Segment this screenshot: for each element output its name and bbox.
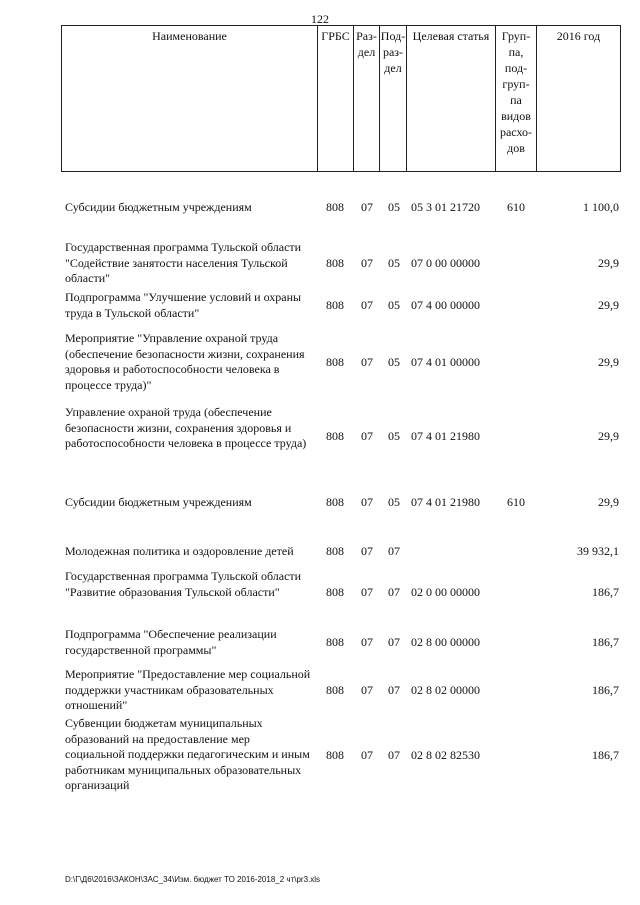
row-name: Субвенции бюджетам муниципальных образований на предоставление мер социальной поддержки педагогическим и иным работникам муниципальных образовательных организаций: [65, 716, 310, 792]
row-celevaya: 05 3 01 21720: [411, 200, 480, 214]
row-sum: 29,9: [598, 256, 619, 270]
row-razdel: 07: [361, 748, 373, 762]
row-grbs: 808: [326, 683, 344, 697]
row-grbs: 808: [326, 748, 344, 762]
row-razdel: 07: [361, 635, 373, 649]
header-gruppa: Груп- па, под- груп- па видов расхо- дов: [496, 26, 537, 171]
row-name: Подпрограмма "Улучшение условий и охраны труда в Тульской области": [65, 290, 302, 320]
row-podrazdel: 07: [388, 544, 400, 558]
row-name: Государственная программа Тульской области "Развитие образования Тульской области": [65, 569, 302, 599]
row-celevaya: 02 8 00 00000: [411, 635, 480, 649]
row-celevaya: 02 0 00 00000: [411, 585, 480, 599]
row-podrazdel: 05: [388, 355, 400, 369]
row-celevaya: 07 4 01 21980: [411, 495, 480, 509]
row-grbs: 808: [326, 635, 344, 649]
row-name: Мероприятие "Управление охраной труда (обеспечение безопасности жизни, сохранения здоровья и работоспособности человека в процессе труда)": [65, 331, 305, 392]
row-sum: 39 932,1: [577, 544, 619, 558]
row-name: Субсидии бюджетным учреждениям: [65, 200, 252, 214]
row-gruppa: 610: [507, 495, 525, 509]
row-podrazdel: 05: [388, 429, 400, 443]
row-razdel: 07: [361, 200, 373, 214]
row-sum: 186,7: [592, 635, 619, 649]
row-podrazdel: 05: [388, 200, 400, 214]
header-razdel: Раз- дел: [354, 26, 380, 171]
row-name: Государственная программа Тульской области "Содействие занятости населения Тульской области": [65, 240, 302, 285]
row-name: Молодежная политика и оздоровление детей: [65, 544, 294, 558]
row-razdel: 07: [361, 256, 373, 270]
row-razdel: 07: [361, 429, 373, 443]
row-celevaya: 07 4 01 00000: [411, 355, 480, 369]
row-sum: 186,7: [592, 683, 619, 697]
header-year: 2016 год: [556, 29, 601, 43]
file-path-footer: D:\Г\Д6\2016\ЗАКОН\ЗАС_34\Изм. бюджет ТО 2016-2018_2 чт\pr3.xls: [65, 875, 321, 884]
row-sum: 29,9: [598, 495, 619, 509]
row-grbs: 808: [326, 585, 344, 599]
row-razdel: 07: [361, 544, 373, 558]
header-podrazdel: Под- раз- дел: [380, 26, 407, 171]
row-razdel: 07: [361, 298, 373, 312]
row-razdel: 07: [361, 683, 373, 697]
header-grbs: ГРБС: [318, 26, 354, 171]
row-grbs: 808: [326, 544, 344, 558]
row-name: Мероприятие "Предоставление мер социальной поддержки участникам образовательных отношений": [65, 667, 311, 712]
row-sum: 29,9: [598, 298, 619, 312]
row-name: Управление охраной труда (обеспечение безопасности жизни, сохранения здоровья и работоспособности человека в процессе труда): [65, 405, 307, 450]
row-celevaya: 02 8 02 00000: [411, 683, 480, 697]
table-header: [61, 25, 621, 172]
row-podrazdel: 05: [388, 495, 400, 509]
row-razdel: 07: [361, 495, 373, 509]
row-sum: 1 100,0: [583, 200, 619, 214]
row-name: Субсидии бюджетным учреждениям: [65, 495, 252, 509]
row-sum: 29,9: [598, 355, 619, 369]
row-celevaya: 07 4 01 21980: [411, 429, 480, 443]
row-podrazdel: 07: [388, 635, 400, 649]
row-grbs: 808: [326, 429, 344, 443]
row-podrazdel: 07: [388, 585, 400, 599]
row-podrazdel: 07: [388, 748, 400, 762]
row-celevaya: 02 8 02 82530: [411, 748, 480, 762]
row-grbs: 808: [326, 298, 344, 312]
row-gruppa: 610: [507, 200, 525, 214]
header-celevaya: Целевая статья: [407, 26, 496, 171]
header-name: Наименование: [62, 26, 318, 171]
row-podrazdel: 05: [388, 256, 400, 270]
row-sum: 29,9: [598, 429, 619, 443]
row-grbs: 808: [326, 495, 344, 509]
row-sum: 186,7: [592, 585, 619, 599]
row-grbs: 808: [326, 256, 344, 270]
row-celevaya: 07 4 00 00000: [411, 298, 480, 312]
page-number: 122: [311, 12, 329, 26]
row-sum: 186,7: [592, 748, 619, 762]
row-name: Подпрограмма "Обеспечение реализации государственной программы": [65, 627, 277, 657]
row-celevaya: 07 0 00 00000: [411, 256, 480, 270]
row-grbs: 808: [326, 200, 344, 214]
row-podrazdel: 07: [388, 683, 400, 697]
row-grbs: 808: [326, 355, 344, 369]
row-razdel: 07: [361, 355, 373, 369]
row-podrazdel: 05: [388, 298, 400, 312]
row-razdel: 07: [361, 585, 373, 599]
